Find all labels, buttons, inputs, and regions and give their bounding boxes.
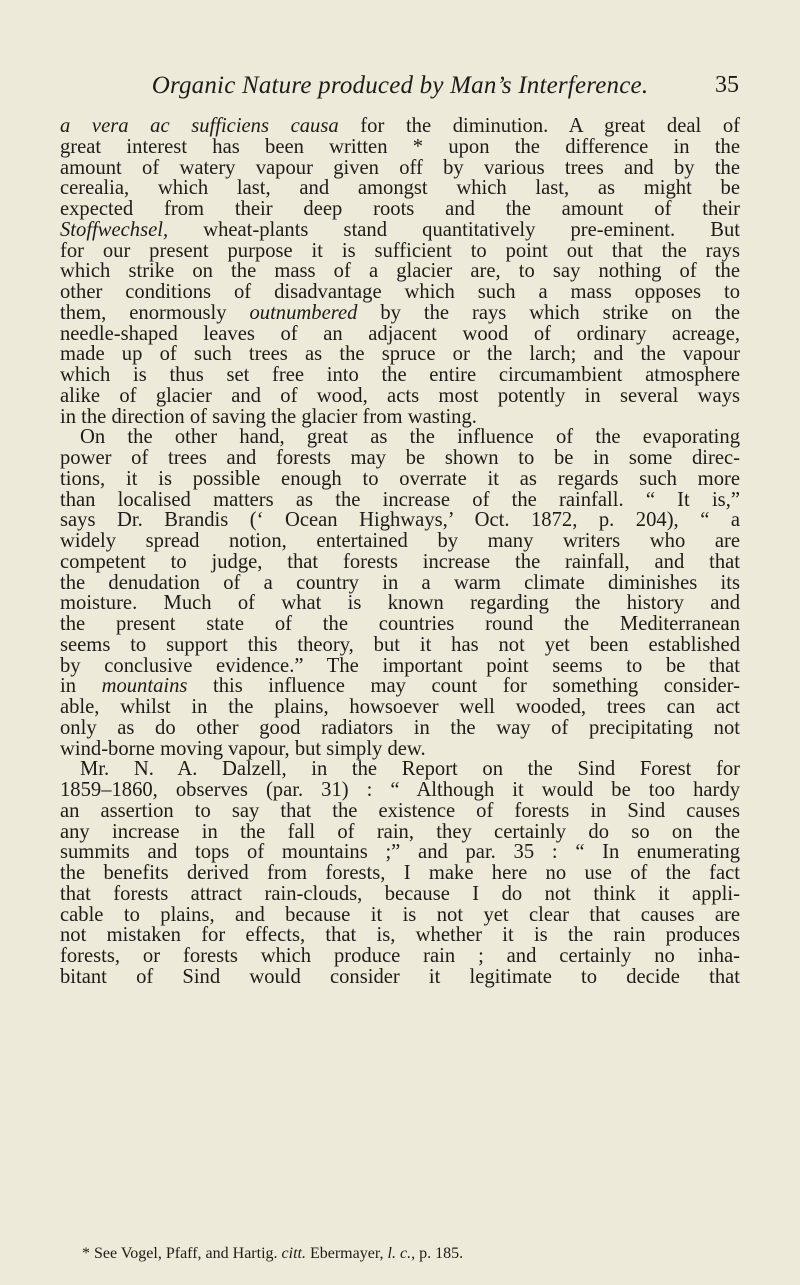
text-line: moisture. Much of what is known regarding the history and <box>60 592 740 615</box>
text-line: an assertion to say that the existence of forests in Sind causes <box>60 799 740 822</box>
text-line: alike of glacier and of wood, acts most potently in several ways <box>60 384 740 407</box>
text-line: for our present purpose it is sufficient to point out that the rays <box>60 239 740 262</box>
text-line: that forests attract rain-clouds, because I do not think it appli- <box>60 882 740 905</box>
text-line: needle-shaped leaves of an adjacent wood of ordinary acreage, <box>60 322 740 345</box>
text-line: able, whilst in the plains, howsoever well wooded, trees can act <box>60 696 740 718</box>
text-line: summits and tops of mountains ;” and par. 35 : “ In enumerating <box>60 841 740 864</box>
text-line: in mountains this influence may count for something consider- <box>60 675 740 698</box>
text-line: bitant of Sind would consider it legitimate to decide that <box>60 965 740 988</box>
body-text <box>60 116 740 988</box>
text-line: Mr. N. A. Dalzell, in the Report on the Sind Forest for <box>80 758 740 781</box>
text-line: says Dr. Brandis (‘ Ocean Highways,’ Oct. 1872, p. 204), “ a <box>60 509 740 532</box>
italic-phrase: mountains <box>101 675 188 698</box>
text-line: tions, it is possible enough to overrate it as regards such more <box>60 467 740 490</box>
italic-phrase: outnumbered <box>249 301 358 324</box>
text-line: On the other hand, great as the influence of the evaporating <box>80 426 740 449</box>
text-line: cable to plains, and because it is not yet clear that causes are <box>60 903 740 926</box>
text-line: the denudation of a country in a warm climate diminishes its <box>60 571 740 594</box>
text-line: by conclusive evidence.” The important point seems to be that <box>60 654 740 677</box>
italic-phrase: Stoffwechsel, <box>60 218 169 241</box>
text-line: them, enormously outnumbered by the rays which strike on the <box>60 301 740 324</box>
text-line: great interest has been written * upon the difference in the <box>60 135 740 158</box>
text-line: which strike on the mass of a glacier are, to say nothing of the <box>60 260 740 283</box>
text-line: Stoffwechsel, wheat-plants stand quantitatively pre-eminent. But <box>60 218 740 241</box>
text-line: wind-borne moving vapour, but simply dew. <box>60 737 426 760</box>
text-line: seems to support this theory, but it has not yet been established <box>60 633 740 656</box>
page-header <box>60 72 740 106</box>
text-line: the present state of the countries round the Mediterranean <box>60 613 740 635</box>
text-line: which is thus set free into the entire circumambient atmosphere <box>60 364 740 386</box>
text-line: made up of such trees as the spruce or the larch; and the vapour <box>60 343 740 366</box>
italic-phrase: l. c., <box>387 1245 416 1262</box>
running-title: Organic Nature produced by Man’s Interference. <box>151 72 649 99</box>
text-line: forests, or forests which produce rain ; and certainly no inha- <box>60 945 740 967</box>
text-line: 1859–1860, observes (par. 31) : “ Although it would be too hardy <box>60 779 740 801</box>
footnote: * See Vogel, Pfaff, and Hartig. citt. Ebermayer, l. c., p. 185. <box>82 1245 464 1262</box>
text-line: competent to judge, that forests increase the rainfall, and that <box>60 550 740 573</box>
text-line: a vera ac sufficiens causa for the diminution. A great deal of <box>60 115 740 137</box>
text-line: amount of watery vapour given off by various trees and by the <box>60 156 740 179</box>
text-line: cerealia, which last, and amongst which last, as might be <box>60 177 740 200</box>
italic-phrase: a vera ac sufficiens causa <box>60 115 339 137</box>
text-line: the benefits derived from forests, I make here no use of the fact <box>60 862 740 884</box>
text-line: power of trees and forests may be shown to be in some direc- <box>60 447 740 469</box>
text-line: any increase in the fall of rain, they certainly do so on the <box>60 820 740 843</box>
text-line: widely spread notion, entertained by many writers who are <box>60 530 740 552</box>
text-line: other conditions of disadvantage which such a mass opposes to <box>60 281 740 303</box>
text-line: only as do other good radiators in the way of precipitating not <box>60 716 740 739</box>
italic-phrase: citt. <box>281 1245 306 1262</box>
text-line: than localised matters as the increase of the rainfall. “ It is,” <box>60 488 740 511</box>
page-number: 35 <box>715 72 739 98</box>
text-line: not mistaken for effects, that is, whether it is the rain produces <box>60 924 740 947</box>
text-line: expected from their deep roots and the amount of their <box>60 198 740 220</box>
text-line: in the direction of saving the glacier from wasting. <box>60 405 477 428</box>
